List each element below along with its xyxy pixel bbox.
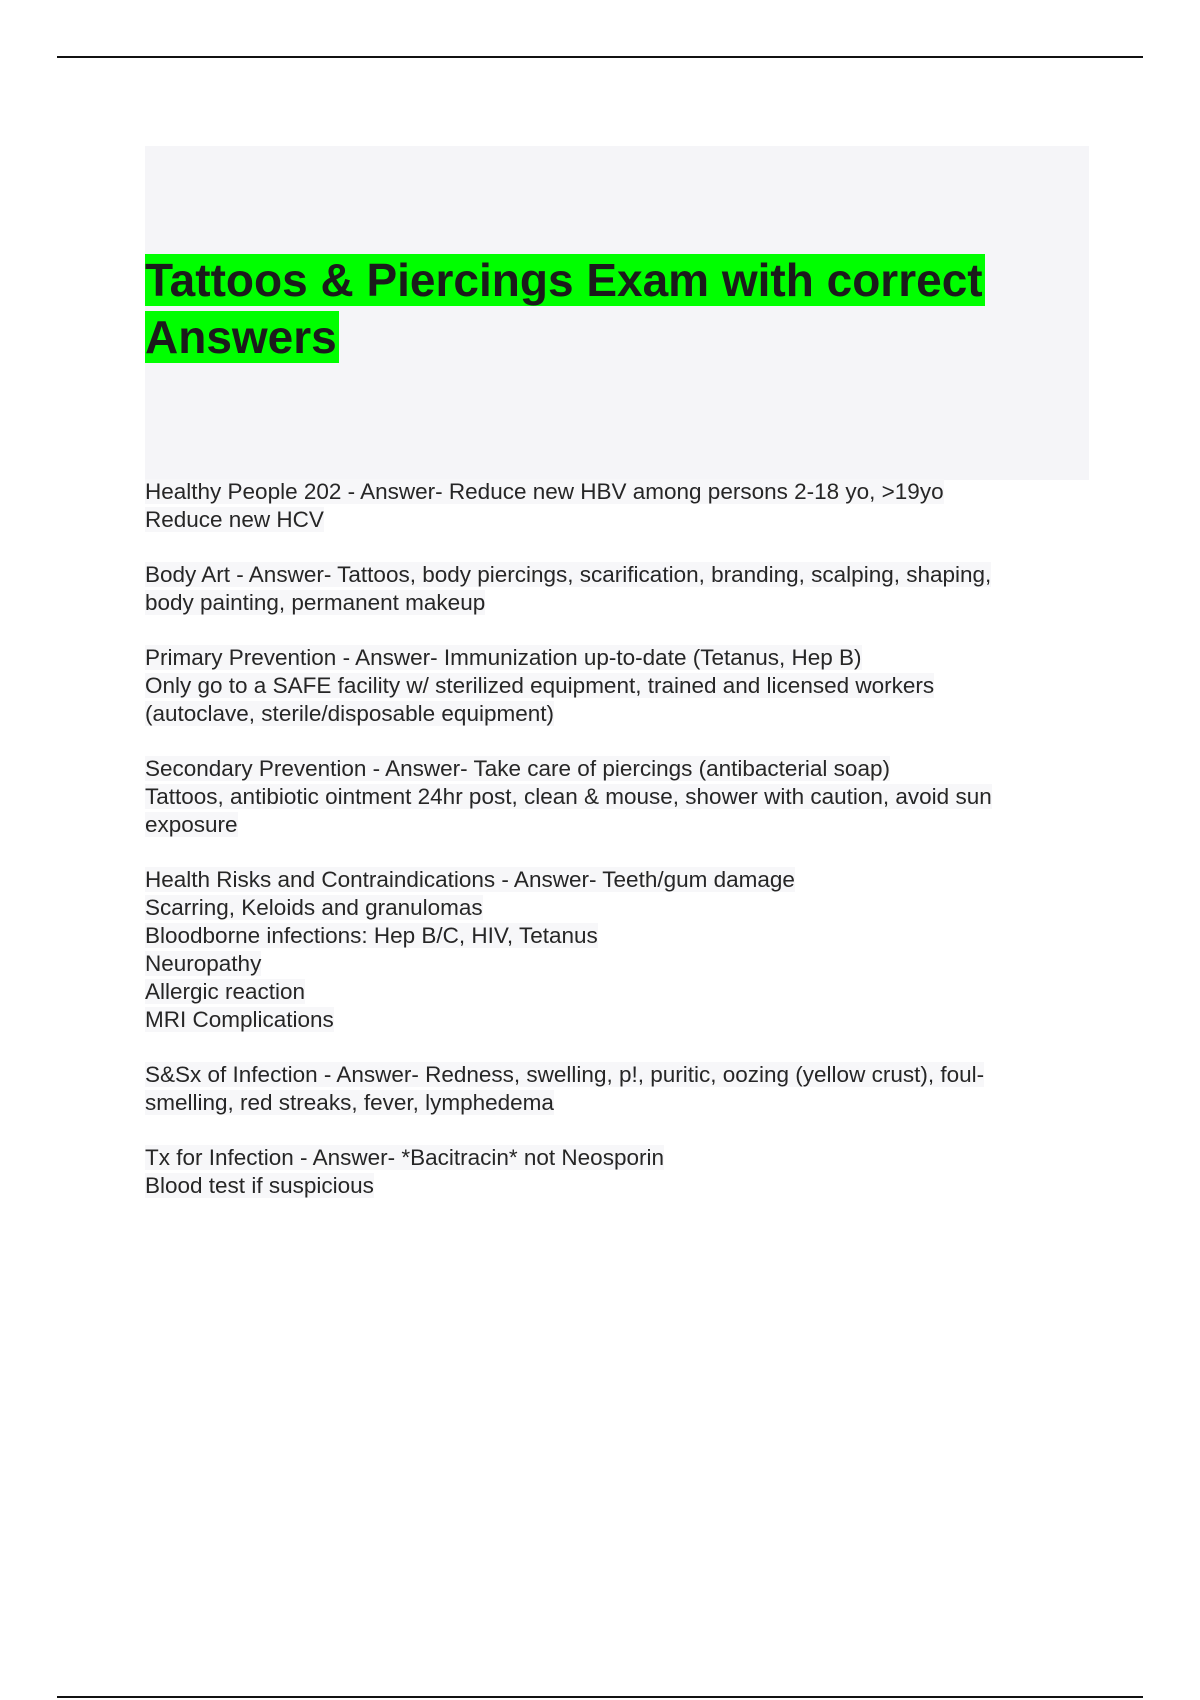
qa-line: Allergic reaction [145, 979, 306, 1004]
qa-item-healthy-people [145, 478, 1095, 534]
qa-item-treatment-infection [145, 1144, 1095, 1200]
qa-line: Reduce new HCV [145, 507, 324, 532]
qa-line: Only go to a SAFE facility w/ sterilized equipment, trained and licensed workers [145, 673, 935, 698]
qa-line: Bloodborne infections: Hep B/C, HIV, Tetanus [145, 923, 598, 948]
qa-line: Blood test if suspicious [145, 1173, 374, 1198]
qa-line: MRI Complications [145, 1007, 334, 1032]
qa-line: smelling, red streaks, fever, lymphedema [145, 1090, 554, 1115]
qa-line: Body Art - Answer- Tattoos, body piercings, scarification, branding, scalping, shaping, [145, 562, 992, 587]
qa-item-signs-of-infection [145, 1061, 1095, 1117]
qa-line: Tattoos, antibiotic ointment 24hr post, clean & mouse, shower with caution, avoid sun [145, 784, 992, 809]
qa-item-health-risks [145, 866, 1095, 1034]
qa-item-body-art [145, 561, 1095, 617]
bottom-divider [57, 1696, 1143, 1698]
document-title [145, 252, 1045, 366]
title-highlight: Tattoos & Piercings Exam with correct Answers [145, 254, 983, 363]
qa-item-secondary-prevention [145, 755, 1095, 839]
qa-line: exposure [145, 812, 238, 837]
qa-line: (autoclave, sterile/disposable equipment) [145, 701, 554, 726]
qa-line: Neuropathy [145, 951, 262, 976]
qa-line: Secondary Prevention - Answer- Take care of piercings (antibacterial soap) [145, 756, 890, 781]
top-divider [57, 56, 1143, 58]
qa-list [145, 478, 1095, 1227]
qa-line: body painting, permanent makeup [145, 590, 486, 615]
qa-line: Scarring, Keloids and granulomas [145, 895, 483, 920]
qa-item-primary-prevention [145, 644, 1095, 728]
qa-line: S&Sx of Infection - Answer- Redness, swelling, p!, puritic, oozing (yellow crust), foul- [145, 1062, 985, 1087]
qa-line: Healthy People 202 - Answer- Reduce new HBV among persons 2-18 yo, >19yo [145, 479, 944, 504]
qa-line: Tx for Infection - Answer- *Bacitracin* not Neosporin [145, 1145, 664, 1170]
qa-line: Primary Prevention - Answer- Immunization up-to-date (Tetanus, Hep B) [145, 645, 862, 670]
qa-line: Health Risks and Contraindications - Answer- Teeth/gum damage [145, 867, 795, 892]
